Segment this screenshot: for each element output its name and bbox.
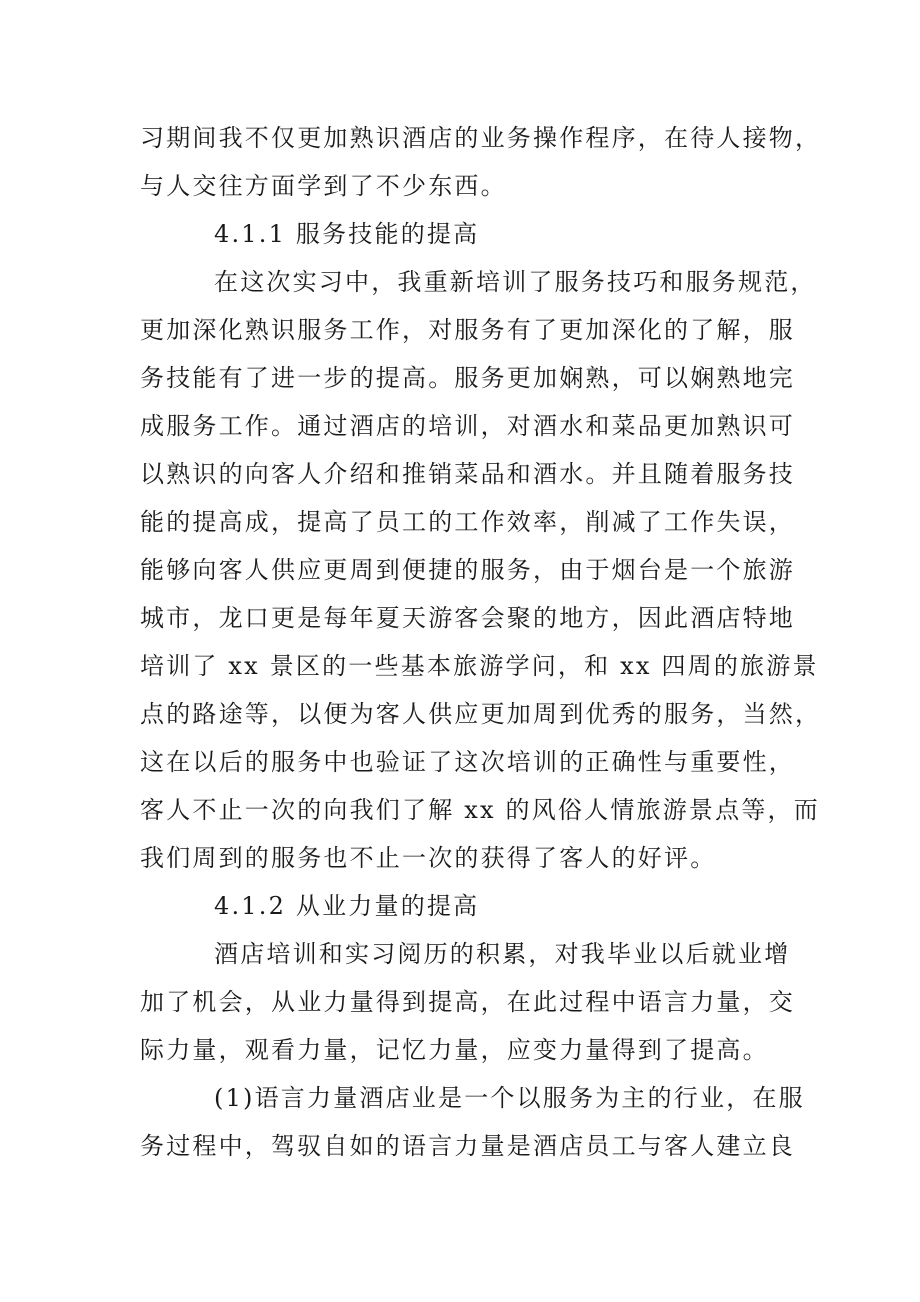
paragraph-line: 更加深化熟识服务工作，对服务有了更加深化的了解，服 — [140, 316, 795, 344]
paragraph-line: 成服务工作。通过酒店的培训，对酒水和菜品更加熟识可 — [140, 412, 795, 440]
paragraph-line: 习期间我不仅更加熟识酒店的业务操作程序，在待人接物， — [140, 124, 822, 152]
section-heading-4-1-2: 4.1.2 从业力量的提高 — [214, 892, 480, 920]
section-heading-4-1-1: 4.1.1 服务技能的提高 — [214, 220, 480, 248]
paragraph-line: 点的路途等，以便为客人供应更加周到优秀的服务，当然， — [140, 700, 822, 728]
paragraph-line: 能够向客人供应更周到便捷的服务，由于烟台是一个旅游 — [140, 556, 795, 584]
paragraph-line: 我们周到的服务也不止一次的获得了客人的好评。 — [140, 844, 717, 872]
paragraph-line: 际力量，观看力量，记忆力量，应变力量得到了提高。 — [140, 1036, 769, 1064]
paragraph-line: 能的提高成，提高了员工的工作效率，削减了工作失误， — [140, 508, 795, 536]
paragraph-line: 加了机会，从业力量得到提高，在此过程中语言力量，交 — [140, 988, 795, 1016]
paragraph-line: 以熟识的向客人介绍和推销菜品和酒水。并且随着服务技 — [140, 460, 795, 488]
paragraph-line: 务技能有了进一步的提高。服务更加娴熟，可以娴熟地完 — [140, 364, 795, 392]
paragraph-line: 客人不止一次的向我们了解 xx 的风俗人情旅游景点等，而 — [140, 796, 820, 824]
paragraph-line: 与人交往方面学到了不少东西。 — [140, 172, 507, 200]
paragraph-line: (1)语言力量酒店业是一个以服务为主的行业，在服 — [214, 1084, 805, 1112]
paragraph-line: 城市，龙口更是每年夏天游客会聚的地方，因此酒店特地 — [140, 604, 795, 632]
paragraph-line: 在这次实习中，我重新培训了服务技巧和服务规范， — [214, 268, 817, 296]
paragraph-line: 培训了 xx 景区的一些基本旅游学问，和 xx 四周的旅游景 — [140, 652, 819, 680]
paragraph-line: 酒店培训和实习阅历的积累，对我毕业以后就业增 — [214, 940, 791, 968]
paragraph-line: 务过程中，驾驭自如的语言力量是酒店员工与客人建立良 — [140, 1132, 795, 1160]
paragraph-line: 这在以后的服务中也验证了这次培训的正确性与重要性， — [140, 748, 795, 776]
